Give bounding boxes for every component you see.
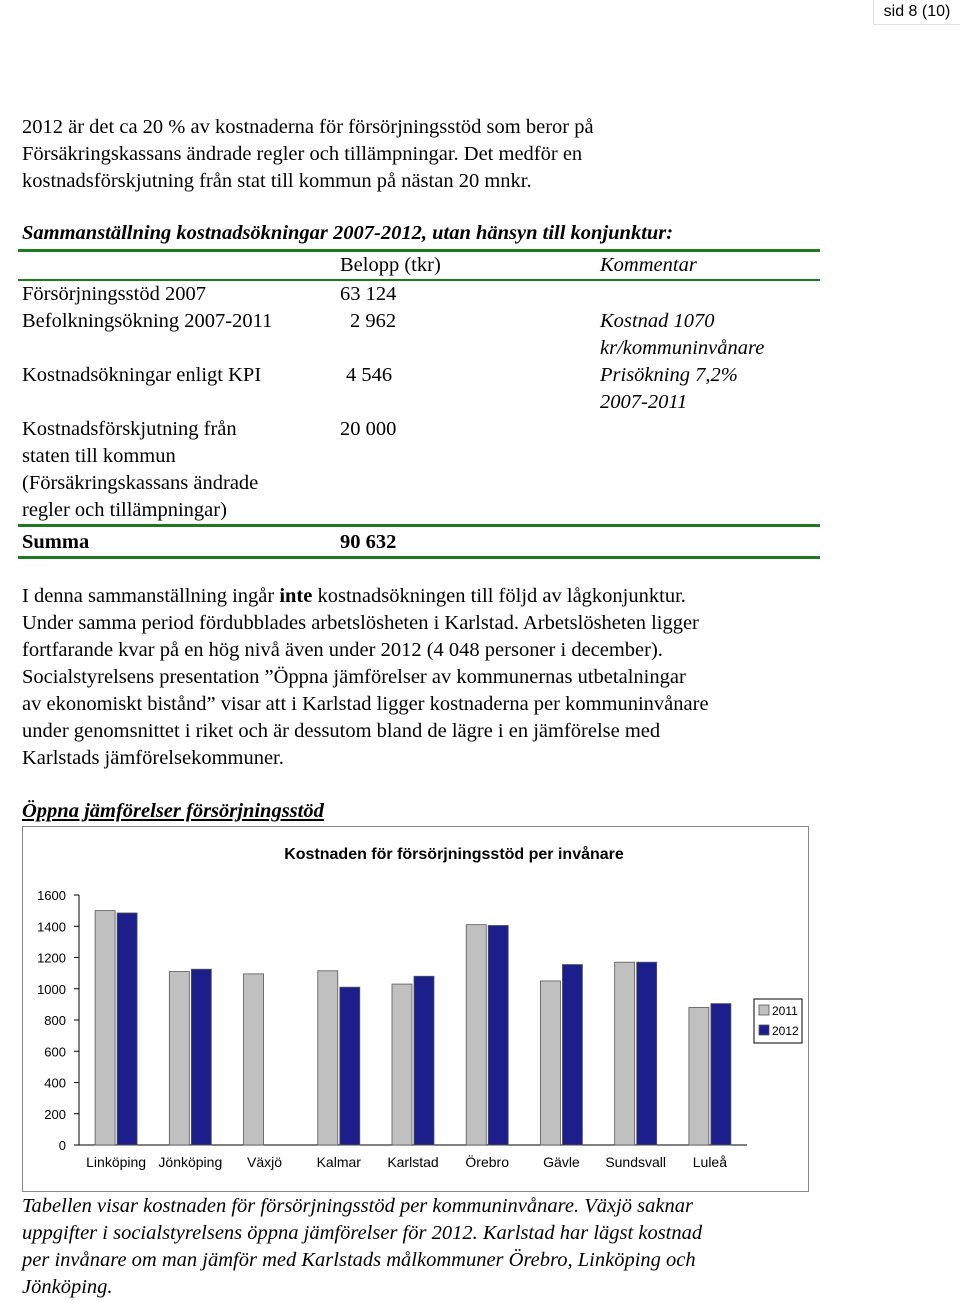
bar-2011 <box>540 981 560 1145</box>
intro-line: 2012 är det ca 20 % av kostnaderna för försörjningsstöd som beror på <box>22 116 594 138</box>
y-tick-label: 1000 <box>37 981 66 997</box>
caption-line: Tabellen visar kostnaden för försörjningsstöd per kommuninvånare. Växjö saknar <box>22 1195 693 1217</box>
bar-2011 <box>318 971 338 1145</box>
label-line: Kostnadsförskjutning från <box>22 418 237 440</box>
row-amount: 4 546 <box>346 364 393 386</box>
chart-title: Kostnaden för försörjningsstöd per invånare <box>284 846 624 863</box>
row-label <box>22 416 322 524</box>
row-label: Befolkningsökning 2007-2011 <box>22 310 273 332</box>
bar-2011 <box>244 974 264 1145</box>
label-line: regler och tillämpningar) <box>22 499 227 521</box>
bar-2012 <box>414 976 434 1145</box>
chart-svg <box>23 827 808 1191</box>
row-label: Försörjningsstöd 2007 <box>22 283 206 305</box>
legend-label: 2012 <box>772 1024 799 1038</box>
table-row <box>18 308 820 362</box>
bar-2012 <box>340 987 360 1145</box>
row-amount: 2 962 <box>350 310 397 332</box>
page-number: sid 8 (10) <box>873 0 960 25</box>
bar-2012 <box>711 1004 731 1145</box>
cost-table <box>18 249 820 559</box>
body-line <box>22 583 822 610</box>
comment-header: Kommentar <box>600 254 697 276</box>
body-text: kostnadsökningen till följd av lågkonjunktur. <box>312 585 686 607</box>
bar-2011 <box>615 962 635 1145</box>
bar-2012 <box>191 969 211 1145</box>
y-tick-label: 200 <box>44 1106 66 1122</box>
table-title: Sammanställning kostnadsökningar 2007-2012, utan hänsyn till konjunktur: <box>22 222 674 244</box>
legend-label: 2011 <box>772 1004 798 1018</box>
bar-2012 <box>562 965 582 1145</box>
row-label: Kostnadsökningar enligt KPI <box>22 364 262 386</box>
cost-chart <box>22 826 809 1192</box>
body-line: under genomsnittet i riket och är dessutom bland de lägre i en jämförelse med <box>22 720 661 742</box>
section-heading: Öppna jämförelser försörjningsstöd <box>22 800 324 822</box>
y-tick-label: 0 <box>58 1138 66 1153</box>
caption <box>22 1193 822 1301</box>
table-row <box>18 416 820 524</box>
x-tick-label: Jönköping <box>158 1154 223 1170</box>
y-tick-label: 1600 <box>37 888 66 903</box>
x-tick-label: Växjö <box>247 1154 283 1170</box>
y-tick-label: 400 <box>44 1075 66 1091</box>
table-total-row <box>18 527 820 556</box>
bar-2011 <box>95 911 115 1145</box>
x-tick-label: Örebro <box>465 1154 510 1170</box>
comment-line: Kostnad 1070 <box>600 310 715 332</box>
x-tick-label: Karlstad <box>387 1154 439 1170</box>
bar-2012 <box>117 913 137 1145</box>
caption-line: uppgifter i socialstyrelsens öppna jämförelser för 2012. Karlstad har lägst kostnad <box>22 1222 703 1244</box>
intro-paragraph <box>22 114 822 195</box>
label-line: (Försäkringskassans ändrade <box>22 472 259 494</box>
amount-header: Belopp (tkr) <box>340 254 441 276</box>
caption-line: Jönköping. <box>22 1276 113 1298</box>
bar-2011 <box>689 1008 709 1146</box>
x-tick-label: Gävle <box>543 1154 580 1170</box>
caption-line: per invånare om man jämför med Karlstads målkommuner Örebro, Linköping och <box>22 1249 696 1271</box>
body-bold: inte <box>279 585 313 607</box>
intro-line: kostnadsförskjutning från stat till kommun på nästan 20 mnkr. <box>22 170 532 192</box>
body-line: Socialstyrelsens presentation ”Öppna jämförelser av kommunernas utbetalningar <box>22 666 686 688</box>
table-row <box>18 362 820 416</box>
comment-line: Prisökning 7,2% <box>600 364 738 386</box>
comment-line: 2007-2011 <box>600 391 688 413</box>
row-amount: 63 124 <box>340 283 397 305</box>
comment-line: kr/kommuninvånare <box>600 337 765 359</box>
x-tick-label: Sundsvall <box>605 1154 667 1170</box>
body-line: Under samma period fördubblades arbetslösheten i Karlstad. Arbetslösheten ligger <box>22 612 699 634</box>
body-line: fortfarande kvar på en hög nivå även under 2012 (4 048 personer i december). <box>22 639 663 661</box>
row-comment <box>600 362 820 416</box>
x-tick-label: Kalmar <box>316 1154 361 1170</box>
row-comment <box>600 308 820 362</box>
legend-swatch-2011 <box>759 1005 769 1015</box>
intro-line: Försäkringskassans ändrade regler och tillämpningar. Det medför en <box>22 143 583 165</box>
label-line: staten till kommun <box>22 445 176 467</box>
legend-swatch-2012 <box>759 1025 769 1035</box>
bar-2011 <box>466 925 486 1145</box>
bar-2012 <box>637 962 657 1145</box>
total-label: Summa <box>22 531 90 553</box>
bar-2012 <box>488 925 508 1145</box>
x-tick-label: Linköping <box>86 1154 147 1170</box>
y-tick-label: 1400 <box>37 919 66 935</box>
body-text: I denna sammanställning ingår <box>22 585 280 607</box>
bar-2011 <box>392 984 412 1145</box>
body-paragraph <box>22 583 822 772</box>
table-header-row <box>18 252 820 279</box>
y-tick-label: 800 <box>44 1013 66 1028</box>
body-line: av ekonomiskt bistånd” visar att i Karlstad ligger kostnaderna per kommuninvånare <box>22 693 709 715</box>
body-line: Karlstads jämförelsekommuner. <box>22 747 284 769</box>
row-amount: 20 000 <box>340 418 397 440</box>
table-row <box>18 281 820 308</box>
x-tick-label: Luleå <box>692 1154 728 1170</box>
y-tick-label: 600 <box>44 1044 66 1060</box>
bar-2011 <box>169 972 189 1145</box>
y-tick-label: 1200 <box>37 950 66 966</box>
total-amount: 90 632 <box>340 531 397 553</box>
